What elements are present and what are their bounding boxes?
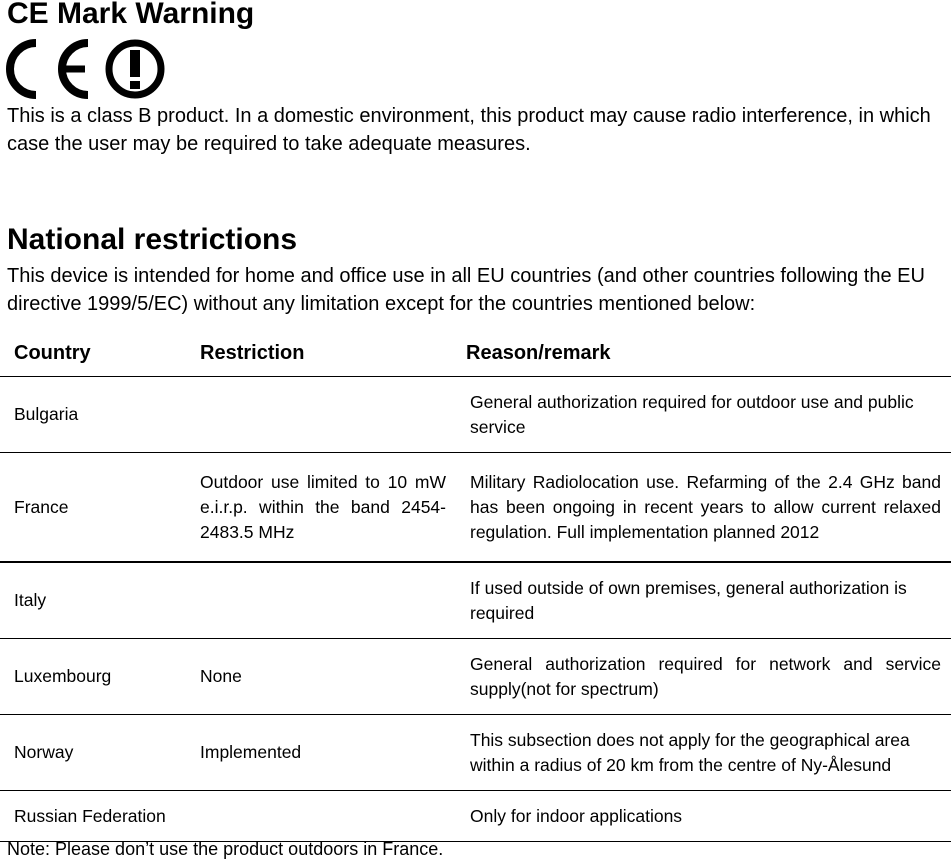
table-row: [0, 562, 951, 639]
remark-cell: General authorization required for network and service supply(not for spectrum): [450, 639, 951, 715]
national-restrictions-title: National restrictions: [7, 223, 298, 256]
country-cell: Italy: [0, 562, 193, 639]
country-cell: Bulgaria: [0, 377, 193, 453]
restriction-cell: [193, 562, 450, 639]
restrictions-table: [0, 330, 951, 842]
table-header-row: [0, 330, 951, 377]
remark-cell: General authorization required for outdoor use and public service: [450, 377, 951, 453]
header-restriction: Restriction: [200, 341, 305, 364]
ce-warning-title: CE Mark Warning: [7, 0, 255, 30]
alert-circle-icon: [109, 43, 161, 95]
country-cell: Luxembourg: [0, 639, 193, 715]
ce-marks: [6, 38, 166, 100]
table-row: [0, 377, 951, 453]
ce-mark-icon: [6, 38, 166, 100]
table-row: [0, 715, 951, 791]
country-cell: France: [0, 453, 193, 563]
remark-cell: Military Radiolocation use. Refarming of the 2.4 GHz band has been ongoing in recent years to allow current relaxed regulation. Full implementation planned 2012: [450, 453, 951, 563]
restriction-cell: None: [193, 639, 450, 715]
restriction-cell: Outdoor use limited to 10 mW e.i.r.p. within the band 2454-2483.5 MHz: [193, 453, 450, 563]
remark-cell: Only for indoor applications: [450, 791, 951, 842]
restriction-cell: Implemented: [193, 715, 450, 791]
header-reason-remark: Reason/remark: [466, 341, 611, 364]
country-cell: Norway: [0, 715, 193, 791]
remark-cell: If used outside of own premises, general authorization is required: [450, 562, 951, 639]
country-cell: Russian Federation: [0, 791, 193, 842]
restriction-cell: [193, 791, 450, 842]
table-row: [0, 791, 951, 842]
national-restrictions-text: This device is intended for home and office use in all EU countries (and other countries following the EU directive 1999/5/EC) without any limitation except for the countries mentioned below:: [7, 265, 925, 315]
ce-warning-text: This is a class B product. In a domestic environment, this product may cause radio interference, in which case the user may be required to take adequate measures.: [7, 105, 931, 155]
header-country: Country: [14, 341, 91, 364]
remark-cell: This subsection does not apply for the geographical area within a radius of 20 km from the centre of Ny-Ålesund: [450, 715, 951, 791]
table-row: [0, 639, 951, 715]
france-note: Note: Please don’t use the product outdoors in France.: [7, 839, 444, 859]
restriction-cell: [193, 377, 450, 453]
table-row: [0, 453, 951, 563]
